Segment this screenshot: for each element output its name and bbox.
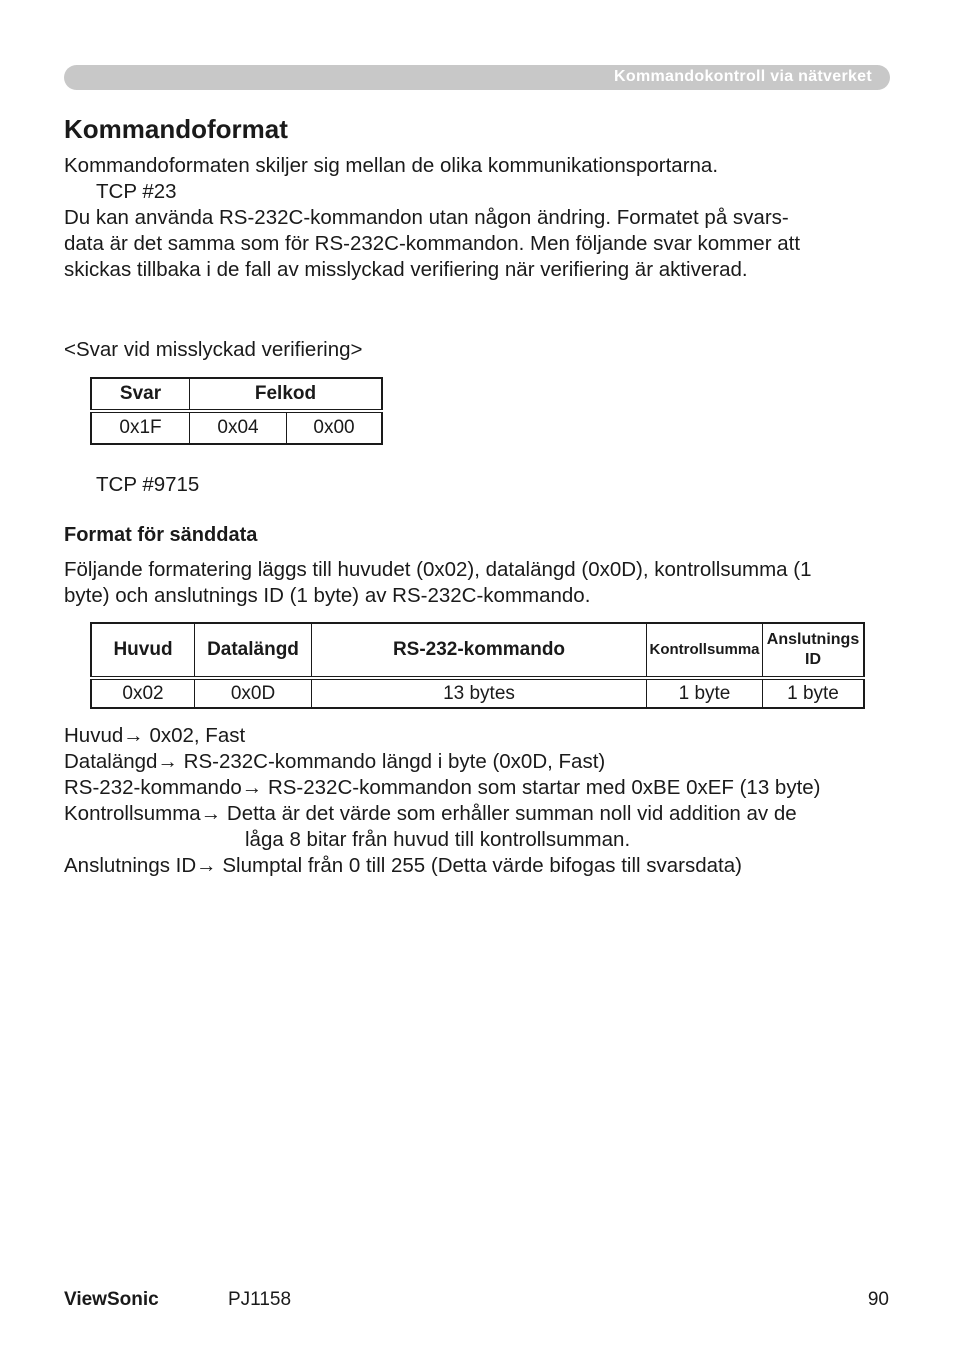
footer-model: PJ1158 (228, 1289, 292, 1310)
table-cell: 0x02 (91, 678, 195, 708)
header-line: ID (805, 651, 821, 668)
intro-text: Kommandoformaten skiljer sig mellan de olika kommunikationsportarna. (64, 154, 719, 177)
tcp23-line-3: skickas tillbaka i de fall av misslyckad verifiering när verifiering är aktiverad. (64, 258, 748, 281)
table-row (91, 678, 864, 708)
table-header-row (91, 378, 382, 411)
table-header-felkod: Felkod (190, 378, 383, 411)
error-response-table (90, 377, 383, 445)
table-cell: 0x00 (313, 417, 355, 438)
table-cell: 0x1F (91, 411, 190, 444)
definition-rs232: RS-232-kommando→ RS-232C-kommandon som startar med 0xBE 0xEF (13 byte) (64, 776, 821, 799)
error-response-label: <Svar vid misslyckad verifiering> (64, 338, 363, 361)
table-cell: 0x04 (190, 411, 287, 444)
tcp9715-line-2: byte) och anslutnings ID (1 byte) av RS-232C-kommando. (64, 584, 591, 607)
definition-datalangd: Datalängd→ RS-232C-kommando längd i byte (0x0D, Fast) (64, 750, 606, 773)
table-header-svar: Svar (91, 378, 190, 411)
header-line: Anslutnings (766, 631, 860, 648)
table-header-row (91, 623, 864, 678)
tcp9715-line-1: Följande formatering läggs till huvudet (0x02), datalängd (0x0D), kontrollsumma (1 (64, 558, 812, 581)
table-header-datalangd: Datalängd (195, 623, 312, 678)
section-header-bar (64, 65, 890, 90)
table-header-huvud: Huvud (91, 623, 195, 678)
send-format-heading: Format för sänddata (64, 524, 258, 546)
table-header-anslutnings-id (763, 623, 865, 678)
section-header-text: Kommandokontroll via nätverket (614, 68, 872, 85)
table-cell: 0x0D (195, 678, 312, 708)
table-row (91, 411, 382, 444)
send-format-table (90, 622, 865, 709)
page-number: 90 (867, 1289, 889, 1310)
table-cell: 13 bytes (312, 678, 647, 708)
table-cell: 1 byte (787, 682, 839, 704)
tcp23-line-1: Du kan använda RS-232C-kommandon utan någon ändring. Formatet på svars- (64, 206, 789, 229)
definition-anslutnings-id: Anslutnings ID→ Slumptal från 0 till 255 (Detta värde bifogas till svarsdata) (64, 854, 742, 877)
tcp23-line-2: data är det samma som för RS-232C-kommandon. Men följande svar kommer att (64, 232, 801, 255)
page-title: Kommandoformat (64, 114, 288, 144)
table-header-kontrollsumma: Kontrollsumma (647, 623, 763, 678)
definition-kontrollsumma: Kontrollsumma→ Detta är det värde som erhåller summan noll vid addition av de (64, 802, 797, 825)
footer-brand: ViewSonic (64, 1289, 159, 1310)
definition-kontrollsumma-cont: låga 8 bitar från huvud till kontrollsumman. (245, 828, 631, 851)
tcp23-label: TCP #23 (96, 180, 177, 203)
table-cell: 1 byte (647, 678, 763, 708)
table-header-rs232: RS-232-kommando (312, 623, 647, 678)
definition-huvud: Huvud→ 0x02, Fast (64, 724, 246, 747)
tcp9715-label: TCP #9715 (96, 473, 200, 496)
